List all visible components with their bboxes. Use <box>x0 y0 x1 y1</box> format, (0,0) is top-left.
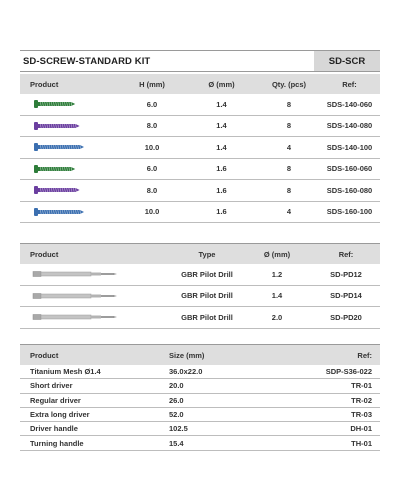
size-cell: 36.0x22.0 <box>169 367 203 377</box>
product-image-cell <box>20 180 120 201</box>
height-cell: 6.0 <box>146 99 158 109</box>
screw-icon <box>30 184 90 196</box>
height-cell: 10.0 <box>144 207 160 217</box>
diameter-cell: 1.4 <box>271 291 283 301</box>
diameter-cell: 1.4 <box>216 142 227 152</box>
product-name-cell: Turning handle <box>30 438 84 448</box>
accessory-table <box>20 344 380 451</box>
column-header-diameter: Ø (mm) <box>208 79 235 89</box>
product-name-cell: Extra long driver <box>30 410 90 420</box>
kit-code-badge: SD-SCR <box>314 51 380 71</box>
screw-table-body <box>20 94 380 223</box>
product-name-cell: Short driver <box>30 381 73 391</box>
screw-table-header <box>20 74 380 94</box>
screw-row <box>20 137 380 159</box>
screw-icon <box>30 98 90 110</box>
type-cell: GBR Pilot Drill <box>181 269 233 279</box>
accessory-row <box>20 408 380 422</box>
ref-cell: TH-01 <box>351 438 372 448</box>
column-header-ref: Ref: <box>338 249 354 259</box>
screw-row <box>20 94 380 116</box>
screw-icon <box>30 141 90 153</box>
quantity-cell: 8 <box>286 185 292 195</box>
type-cell: GBR Pilot Drill <box>181 312 233 322</box>
screw-row <box>20 116 380 138</box>
product-image-cell <box>20 286 172 307</box>
quantity-cell: 4 <box>286 142 292 152</box>
drill-table <box>20 243 380 329</box>
accessory-row <box>20 422 380 436</box>
drill-row <box>20 307 380 329</box>
ref-cell: TR-01 <box>351 381 372 391</box>
accessory-table-header <box>20 345 380 365</box>
type-cell: GBR Pilot Drill <box>181 291 233 301</box>
diameter-cell: 1.4 <box>216 121 227 131</box>
ref-cell: SDS-140-100 <box>326 142 373 152</box>
size-cell: 15.4 <box>169 438 184 448</box>
ref-cell: SDS-140-060 <box>326 99 373 109</box>
screw-icon <box>30 163 90 175</box>
screw-table <box>20 74 380 223</box>
height-cell: 8.0 <box>146 185 158 195</box>
size-cell: 20.0 <box>169 381 184 391</box>
column-header-quantity: Qty. (pcs) <box>271 79 307 89</box>
ref-cell: SDS-140-080 <box>326 121 373 131</box>
height-cell: 10.0 <box>144 142 160 152</box>
screw-icon <box>30 206 90 218</box>
ref-cell: SD-PD20 <box>330 312 362 322</box>
ref-cell: TR-02 <box>351 395 372 405</box>
diameter-cell: 1.4 <box>216 99 227 109</box>
diameter-cell: 1.6 <box>216 164 227 174</box>
ref-cell: TR-03 <box>351 410 372 420</box>
column-header-size: Size (mm) <box>169 350 205 360</box>
column-header-ref: Ref: <box>342 79 357 89</box>
size-cell: 26.0 <box>169 395 184 405</box>
diameter-cell: 1.2 <box>271 269 283 279</box>
quantity-cell: 8 <box>286 99 292 109</box>
product-name-cell: Regular driver <box>30 395 81 405</box>
pilot-drill-icon <box>30 312 120 322</box>
drill-table-body <box>20 264 380 329</box>
product-name-cell: Driver handle <box>30 424 78 434</box>
product-image-cell <box>20 116 120 137</box>
ref-cell: SDS-160-060 <box>326 164 373 174</box>
ref-cell: SD-PD14 <box>330 291 362 301</box>
accessory-row <box>20 394 380 408</box>
accessory-row <box>20 365 380 379</box>
diameter-cell: 2.0 <box>271 312 283 322</box>
column-header-product: Product <box>30 350 59 360</box>
column-header-ref: Ref: <box>357 350 372 360</box>
column-header-height: H (mm) <box>139 79 165 89</box>
height-cell: 8.0 <box>146 121 158 131</box>
ref-cell: SDS-160-100 <box>326 207 373 217</box>
pilot-drill-icon <box>30 269 120 279</box>
column-header-product: Product <box>30 249 59 259</box>
ref-cell: SDS-160-080 <box>326 185 373 195</box>
screw-icon <box>30 120 90 132</box>
product-name-cell: Titanium Mesh Ø1.4 <box>30 367 101 377</box>
drill-row <box>20 264 380 286</box>
size-cell: 52.0 <box>169 410 184 420</box>
product-image-cell <box>20 159 120 180</box>
screw-row <box>20 180 380 202</box>
column-header-product: Product <box>30 79 59 89</box>
product-image-cell <box>20 264 172 285</box>
accessory-row <box>20 379 380 393</box>
drill-row <box>20 286 380 308</box>
ref-cell: SD-PD12 <box>330 269 362 279</box>
product-image-cell <box>20 137 120 158</box>
diameter-cell: 1.6 <box>216 185 227 195</box>
kit-title-bar <box>20 50 380 72</box>
product-image-cell <box>20 307 172 328</box>
quantity-cell: 8 <box>286 164 292 174</box>
ref-cell: SDP-S36-022 <box>325 367 372 377</box>
screw-row <box>20 202 380 224</box>
size-cell: 102.5 <box>169 424 188 434</box>
drill-table-header <box>20 244 380 264</box>
accessory-table-body <box>20 365 380 451</box>
product-image-cell <box>20 94 120 115</box>
pilot-drill-icon <box>30 291 120 301</box>
diameter-cell: 1.6 <box>216 207 227 217</box>
quantity-cell: 8 <box>286 121 292 131</box>
column-header-type: Type <box>198 249 216 259</box>
column-header-diameter: Ø (mm) <box>263 249 291 259</box>
screw-row <box>20 159 380 181</box>
height-cell: 6.0 <box>146 164 158 174</box>
quantity-cell: 4 <box>286 207 292 217</box>
ref-cell: DH-01 <box>350 424 372 434</box>
product-image-cell <box>20 202 120 223</box>
accessory-row <box>20 436 380 450</box>
kit-title: SD-SCREW-STANDARD KIT <box>23 55 151 67</box>
